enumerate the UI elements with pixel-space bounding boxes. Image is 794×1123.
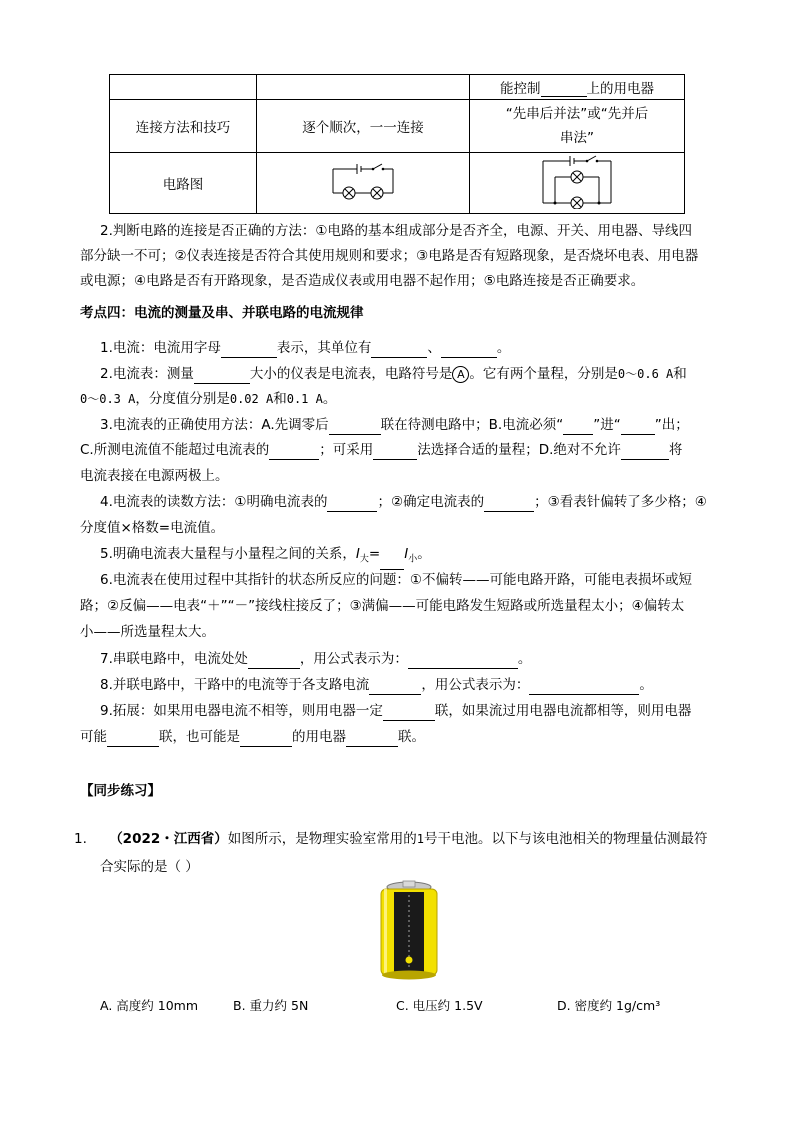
text: 8.并联电路中，干路中的电流等于各支路电流 [100,677,370,693]
item-2 [100,364,760,384]
item-3 [100,415,760,435]
text: = [368,546,381,562]
paragraph-line: 或电源；④电路是否有开路现象，是否造成仪表或用电器不起作用；⑤电路连接是否正确要求。 [80,273,645,289]
text: 将 [668,442,683,458]
fill-blank[interactable] [369,680,421,695]
item-5 [100,544,760,570]
item-8 [100,675,760,695]
parallel-circuit-diagram-cell [470,153,685,214]
text: 。 [517,651,532,667]
option-c[interactable]: C. 电压约 1.5V [396,998,483,1013]
fill-blank[interactable] [107,732,159,747]
text: 号干电池。以下与该电池相关的物理量估测最符 [424,831,708,847]
fill-blank[interactable] [441,343,497,358]
paragraph-line: 2.判断电路的连接是否正确的方法：①电路的基本组成部分是否齐全，电源、开关、用电器、导线四 [100,223,692,239]
parallel-method [470,100,685,153]
subscript: 小 [408,554,418,565]
text: 2.电流表：测量 [100,366,194,382]
section-heading: 考点四：电流的测量及串、并联电路的电流规律 [80,305,364,321]
current-symbol: I [404,546,409,562]
text: 联。 [398,729,425,745]
table-row [110,100,685,153]
fill-blank[interactable] [484,497,534,512]
row-label: 连接方法和技巧 [110,100,257,153]
text: 联在待测电路中；B.电流必须“ [380,417,564,433]
item-6-cont: 小——所选量程太大。 [80,624,215,640]
item-9-cont [80,727,740,747]
item-9 [100,701,760,721]
text: 1.电流：电流用字母 [100,340,221,356]
fill-blank[interactable] [621,420,655,435]
parallel-circuit-diagram [539,153,615,209]
text: ；③看表针偏转了多少格；④ [534,494,707,510]
option-a[interactable]: A. 高度约 10mm [100,998,199,1013]
text: 。 [639,677,653,693]
question-1-cont: 合实际的是（ ） [100,859,199,875]
cell-text: “先串后并法”或“先并后 [505,106,649,122]
text: 。 [417,546,431,562]
text: 表示，其单位有 [276,340,372,356]
text: 0.1 A [286,392,323,406]
fill-blank[interactable] [240,732,292,747]
fill-blank[interactable] [529,680,639,695]
fill-blank[interactable] [408,654,518,669]
text: 联，如果流过用电器电流都相等，则用电器 [434,703,692,719]
text: 如图所示，是物理实验室常用的 [227,831,417,847]
text: 。 [322,391,337,407]
fill-blank[interactable] [269,445,319,460]
item-3-cont: 电流表接在电源两极上。 [80,468,229,484]
text: 联，也可能是 [159,729,240,745]
fill-blank[interactable] [621,445,669,460]
fill-blank[interactable] [329,420,381,435]
fill-blank[interactable] [563,420,593,435]
text: 1 [416,832,424,846]
answer-options [100,996,740,1016]
fill-blank[interactable] [371,343,427,358]
item-4-cont: 分度值×格数=电流值。 [80,520,225,536]
text: 0～0.6 A [617,367,674,381]
fill-blank[interactable] [248,654,300,669]
cell-text: 串法” [560,130,594,146]
text: 、 [427,340,441,356]
table-cell [257,75,470,100]
fill-blank[interactable] [346,732,398,747]
text: 大小的仪表是电流表，电路符号是 [249,366,453,382]
circuit-comparison-table [109,74,685,214]
text: 0.02 A [229,392,274,406]
text: C.所测电流值不能超过电流表的 [80,442,270,458]
text: 和 [673,366,687,382]
text: ”出； [654,417,689,433]
question-source: （2022・江西省） [109,831,228,847]
text: ，用公式表示为： [421,677,530,693]
current-symbol: I [355,546,360,562]
option-d[interactable]: D. 密度约 1g/cm³ [557,998,661,1013]
text: 9.拓展：如果用电器电流不相等，则用电器一定 [100,703,383,719]
text: 。 [496,340,511,356]
series-method: 逐个顺次，一一连接 [257,100,470,153]
text: 可能 [80,729,107,745]
item-6: 6.电流表在使用过程中其指针的状态所反应的问题：①不偏转——可能电路开路，可能电表损坏或短 [100,572,692,588]
text: 0～0.3 A [80,392,136,406]
item-3-cont [80,440,740,460]
text: 法选择合适的量程；D.绝对不允许 [417,442,621,458]
text: 和 [273,391,287,407]
paragraph-line: 部分缺一不可；②仪表连接是否符合其使用规则和要求；③电路是否有短路现象，是否烧坏电表、用电器 [80,248,699,264]
subscript: 大 [359,554,369,565]
text: ；可采用 [319,442,374,458]
series-circuit-diagram-cell [257,153,470,214]
cell-text: 能控制 [500,81,541,97]
fill-blank[interactable] [194,369,250,384]
table-row [110,75,685,100]
text: 7.串联电路中，电流处处 [100,651,248,667]
text: 的用电器 [292,729,346,745]
fill-blank[interactable] [383,706,435,721]
fill-blank[interactable] [541,82,587,97]
item-6-cont: 路；②反偏——电表“＋”“－”接线柱接反了；③满偏——可能电路发生短路或所选量程太小；④偏转太 [80,598,685,614]
fill-blank[interactable] [221,343,277,358]
text: ，分度值分别是 [135,391,230,407]
question-1 [74,829,754,849]
fill-blank[interactable] [373,445,417,460]
series-circuit-diagram [328,159,398,203]
option-b[interactable]: B. 重力约 5N [233,998,309,1013]
item-2-cont [80,389,740,409]
text: 5.明确电流表大量程与小量程之间的关系， [100,546,356,562]
practice-heading: 【同步练习】 [80,783,161,799]
fill-blank[interactable] [327,497,377,512]
text: 4.电流表的读数方法：①明确电流表的 [100,494,328,510]
text: 3.电流表的正确使用方法：A.先调零后 [100,417,329,433]
item-4 [100,492,760,512]
dry-cell-battery-image [378,880,440,984]
row-label: 电路图 [110,153,257,214]
table-cell [470,75,685,100]
text: ；②确定电流表的 [377,494,485,510]
table-cell [110,75,257,100]
text: 。它有两个量程，分别是 [469,366,618,382]
item-1 [100,338,760,358]
table-row [110,153,685,214]
question-number: 1. [74,831,87,847]
cell-text: 上的用电器 [586,81,654,97]
text: ，用公式表示为： [299,651,408,667]
ammeter-symbol-icon: A [452,366,469,383]
item-7 [100,649,760,669]
text: ”进“ [593,417,621,433]
fill-blank[interactable] [380,555,404,570]
